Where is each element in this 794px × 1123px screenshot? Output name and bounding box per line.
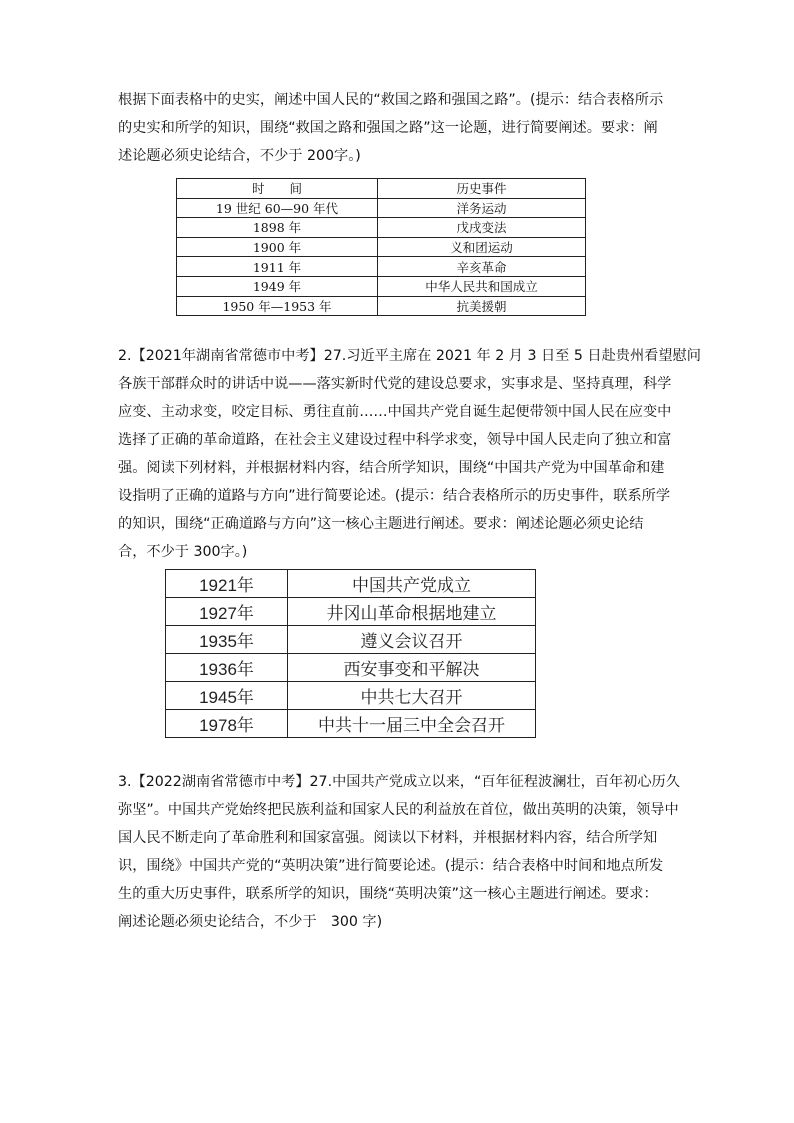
cell-year: 1945年: [166, 682, 288, 710]
question-2-text: [118, 342, 701, 566]
table-row: [166, 682, 536, 710]
text-line: 强。阅读下列材料，并根据材料内容，结合所学知识，围绕“中国共产党为中国革命和建: [118, 460, 665, 476]
table-row: [166, 654, 536, 682]
text-line: 弥坚”。中国共产党始终把民族利益和国家人民的利益放在首位，做出英明的决策，领导中: [118, 802, 679, 818]
text-line: 国人民不断走向了革命胜利和国家富强。阅读以下材料，并根据材料内容，结合所学知: [118, 830, 658, 846]
text-line: 3.【2022湖南省常德市中考】27.中国共产党成立以来，“百年征程波澜壮，百年初心历久: [118, 774, 680, 790]
cell-time: 1898 年: [177, 218, 378, 238]
cell-time: 1911 年: [177, 257, 378, 277]
cell-year: 1927年: [166, 598, 288, 626]
cell-event: 中共七大召开: [288, 682, 536, 710]
question-3-text: [118, 768, 678, 936]
text-line: 应变、主动求变，咬定目标、勇往直前……中国共产党自诞生起便带领中国人民在应变中: [118, 404, 672, 420]
table-header-row: [177, 179, 586, 199]
table-row: [166, 626, 536, 654]
cell-event: 抗美援朝: [378, 296, 586, 316]
cell-event: 洋务运动: [378, 198, 586, 218]
cell-time: 1950 年—1953 年: [177, 296, 378, 316]
text-line: 设指明了正确的道路与方向”进行简要论述。(提示：结合表格所示的历史事件，联系所学: [118, 488, 671, 504]
cell-event: 义和团运动: [378, 237, 586, 257]
cell-event: 中共十一届三中全会召开: [288, 710, 536, 738]
text-line: 生的重大历史事件，联系所学的知识，围绕“英明决策”这一核心主题进行阐述。要求：: [118, 886, 658, 902]
cell-event: 戊戌变法: [378, 218, 586, 238]
text-line: 的知识，围绕“正确道路与方向”这一核心主题进行阐述。要求：阐述论题必须史论结: [118, 516, 644, 532]
text-line: 各族干部群众时的讲话中说——落实新时代党的建设总要求，实事求是、坚持真理，科学: [118, 376, 672, 392]
text-line: 述论题必须史论结合，不少于 200字。): [118, 148, 361, 164]
cell-event: 遵义会议召开: [288, 626, 536, 654]
table-row: [177, 257, 586, 277]
header-time: 时 间: [177, 179, 378, 199]
header-event: 历史事件: [378, 179, 586, 199]
cell-event: 中国共产党成立: [288, 570, 536, 598]
cell-year: 1921年: [166, 570, 288, 598]
table-row: [177, 198, 586, 218]
text-line: 选择了正确的革命道路，在社会主义建设过程中科学求变，领导中国人民走向了独立和富: [118, 432, 672, 448]
cell-year: 1936年: [166, 654, 288, 682]
cell-time: 19 世纪 60—90 年代: [177, 198, 378, 218]
table-row: [166, 710, 536, 738]
text-line: 2.【2021年湖南省常德市中考】27.习近平主席在 2021 年 2 月 3 日至 5 日赴贵州看望慰问: [118, 348, 701, 364]
table-row: [177, 296, 586, 316]
text-line: 根据下面表格中的史实，阐述中国人民的“救国之路和强国之路”。(提示：结合表格所示: [118, 92, 664, 108]
table-row: [177, 276, 586, 296]
cell-time: 1900 年: [177, 237, 378, 257]
history-events-table-2: [165, 569, 536, 738]
cell-time: 1949 年: [177, 276, 378, 296]
history-events-table-1: [176, 178, 586, 316]
cell-event: 中华人民共和国成立: [378, 276, 586, 296]
text-line: 阐述论题必须史论结合，不少于 300 字): [118, 914, 383, 930]
cell-year: 1935年: [166, 626, 288, 654]
text-line: 识，围绕》中国共产党的“英明决策”进行简要论述。(提示：结合表格中时间和地点所发: [118, 858, 664, 874]
table-row: [177, 218, 586, 238]
text-line: 合，不少于 300字。): [118, 544, 248, 560]
cell-event: 西安事变和平解决: [288, 654, 536, 682]
question-1-text: [118, 86, 678, 170]
cell-event: 井冈山革命根据地建立: [288, 598, 536, 626]
table-row: [166, 570, 536, 598]
cell-event: 辛亥革命: [378, 257, 586, 277]
text-line: 的史实和所学的知识，围绕“救国之路和强国之路”这一论题，进行简要阐述。要求：阐: [118, 120, 658, 136]
table-row: [177, 237, 586, 257]
cell-year: 1978年: [166, 710, 288, 738]
table-row: [166, 598, 536, 626]
